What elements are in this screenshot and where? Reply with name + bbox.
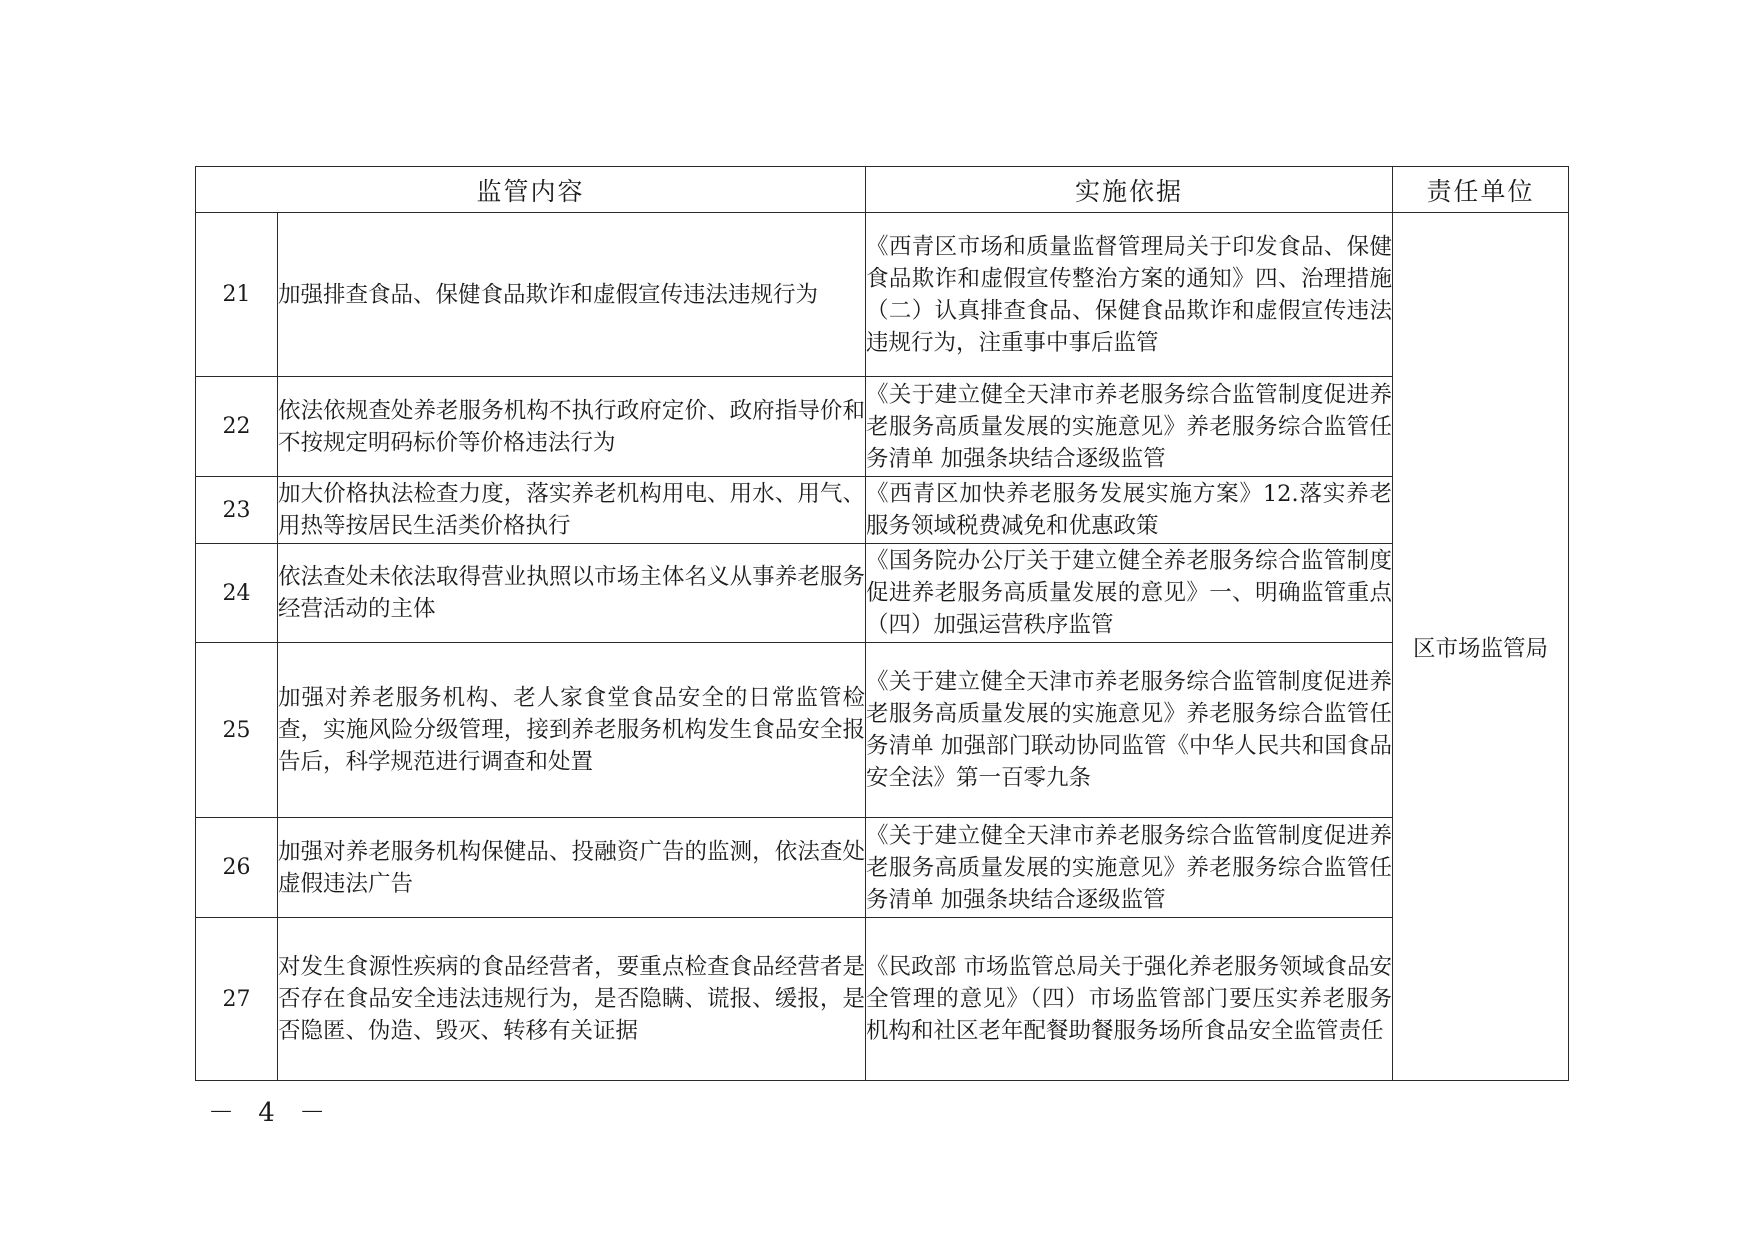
header-unit: 责任单位	[1393, 167, 1569, 213]
table-row	[196, 213, 1569, 377]
row-basis: 《关于建立健全天津市养老服务综合监管制度促进养老服务高质量发展的实施意见》养老服务综合监管任务清单 加强部门联动协同监管《中华人民共和国食品安全法》第一百零九条	[866, 643, 1393, 818]
row-basis: 《国务院办公厅关于建立健全养老服务综合监管制度促进养老服务高质量发展的意见》一、明确监管重点（四）加强运营秩序监管	[866, 544, 1393, 643]
row-content: 对发生食源性疾病的食品经营者，要重点检查食品经营者是否存在食品安全违法违规行为，是否隐瞒、谎报、缓报，是否隐匿、伪造、毁灭、转移有关证据	[278, 918, 866, 1081]
row-content: 依法查处未依法取得营业执照以市场主体名义从事养老服务经营活动的主体	[278, 544, 866, 643]
row-number: 21	[196, 213, 278, 377]
row-number: 22	[196, 377, 278, 477]
row-number: 25	[196, 643, 278, 818]
header-basis: 实施依据	[866, 167, 1393, 213]
responsible-unit: 区市场监管局	[1393, 213, 1569, 1081]
row-number: 26	[196, 818, 278, 918]
row-content: 加强排查食品、保健食品欺诈和虚假宣传违法违规行为	[278, 213, 866, 377]
table-header-row	[196, 167, 1569, 213]
table-row	[196, 544, 1569, 643]
row-basis: 《关于建立健全天津市养老服务综合监管制度促进养老服务高质量发展的实施意见》养老服务综合监管任务清单 加强条块结合逐级监管	[866, 818, 1393, 918]
row-basis: 《民政部 市场监管总局关于强化养老服务领域食品安全管理的意见》（四）市场监管部门要压实养老服务机构和社区老年配餐助餐服务场所食品安全监管责任	[866, 918, 1393, 1081]
regulatory-table-sheet	[195, 166, 1568, 1081]
row-content: 加大价格执法检查力度，落实养老机构用电、用水、用气、用热等按居民生活类价格执行	[278, 477, 866, 544]
row-content: 加强对养老服务机构、老人家食堂食品安全的日常监管检查，实施风险分级管理，接到养老服务机构发生食品安全报告后，科学规范进行调查和处置	[278, 643, 866, 818]
header-content: 监管内容	[196, 167, 866, 213]
row-number: 27	[196, 918, 278, 1081]
row-content: 加强对养老服务机构保健品、投融资广告的监测，依法查处虚假违法广告	[278, 818, 866, 918]
row-number: 23	[196, 477, 278, 544]
table-row	[196, 918, 1569, 1081]
row-basis: 《关于建立健全天津市养老服务综合监管制度促进养老服务高质量发展的实施意见》养老服务综合监管任务清单 加强条块结合逐级监管	[866, 377, 1393, 477]
supervision-table	[195, 166, 1569, 1081]
table-row	[196, 377, 1569, 477]
row-basis: 《西青区市场和质量监督管理局关于印发食品、保健食品欺诈和虚假宣传整治方案的通知》四、治理措施（二）认真排查食品、保健食品欺诈和虚假宣传违法违规行为，注重事中事后监管	[866, 213, 1393, 377]
row-number: 24	[196, 544, 278, 643]
page-number: － 4 －	[208, 1098, 334, 1128]
table-row	[196, 477, 1569, 544]
row-content: 依法依规查处养老服务机构不执行政府定价、政府指导价和不按规定明码标价等价格违法行为	[278, 377, 866, 477]
table-row	[196, 643, 1569, 818]
table-row	[196, 818, 1569, 918]
row-basis: 《西青区加快养老服务发展实施方案》12.落实养老服务领域税费减免和优惠政策	[866, 477, 1393, 544]
